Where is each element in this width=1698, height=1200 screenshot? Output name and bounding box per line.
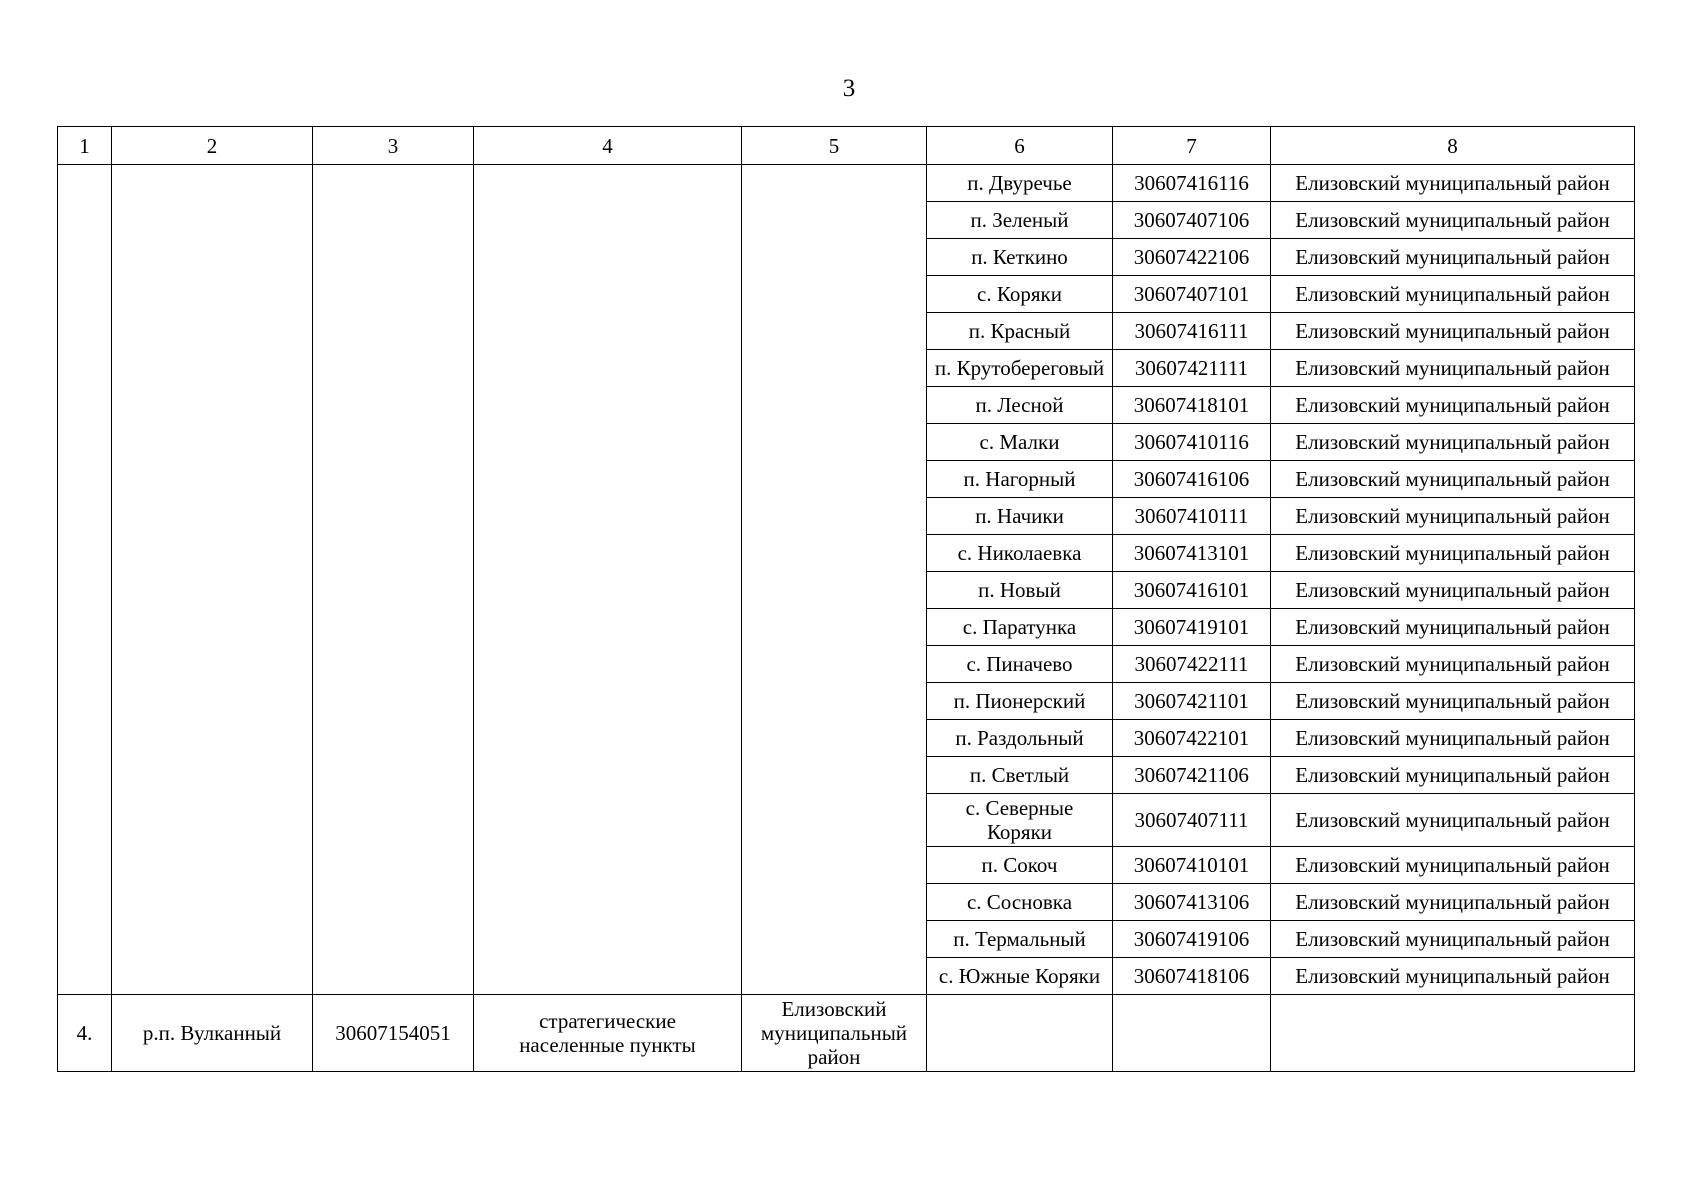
settlement-code: 30607407111 (1113, 794, 1271, 847)
settlement-name: п. Кеткино (927, 239, 1113, 276)
settlement-name: п. Новый (927, 572, 1113, 609)
header-cell-5: 5 (742, 127, 927, 165)
district-line: муниципальный (760, 1021, 908, 1045)
settlement-district: Елизовский муниципальный район (1271, 424, 1635, 461)
settlement-code: 30607419106 (1113, 921, 1271, 958)
settlement-name: п. Зеленый (927, 202, 1113, 239)
settlement-name: п. Раздольный (927, 720, 1113, 757)
settlement-code: 30607154051 (313, 995, 474, 1072)
table-header-row (58, 127, 1635, 165)
settlement-name: с. Коряки (927, 276, 1113, 313)
settlement-district: Елизовский муниципальный район (1271, 461, 1635, 498)
settlement-name-line: Коряки (986, 820, 1053, 844)
category-line: населенные пункты (519, 1033, 696, 1057)
settlement-district: Елизовский муниципальный район (1271, 498, 1635, 535)
row-number: 4. (58, 995, 112, 1072)
header-cell-3: 3 (313, 127, 474, 165)
settlement-name: п. Крутобереговый (927, 350, 1113, 387)
settlement-district: Елизовский муниципальный район (1271, 350, 1635, 387)
settlement-district: Елизовский муниципальный район (1271, 572, 1635, 609)
settlement-district: Елизовский муниципальный район (1271, 609, 1635, 646)
page-number: 3 (842, 75, 856, 102)
settlement-name: п. Светлый (927, 757, 1113, 794)
settlement-name: п. Двуречье (927, 165, 1113, 202)
settlement-code: 30607419101 (1113, 609, 1271, 646)
settlement-code: 30607418106 (1113, 958, 1271, 995)
settlement-district: Елизовский муниципальный район (1271, 958, 1635, 995)
settlement-district: Елизовский муниципальный район (1271, 239, 1635, 276)
settlement-code: 30607413101 (1113, 535, 1271, 572)
settlement-code: 30607413106 (1113, 884, 1271, 921)
table-row (58, 165, 1635, 202)
settlement-name: с. Малки (927, 424, 1113, 461)
settlement-code: 30607407106 (1113, 202, 1271, 239)
table-row-4 (58, 995, 1635, 1072)
settlement-code: 30607410111 (1113, 498, 1271, 535)
settlement-code: 30607416111 (1113, 313, 1271, 350)
header-cell-6: 6 (927, 127, 1113, 165)
settlement-district: Елизовский муниципальный район (1271, 757, 1635, 794)
settlement-district (742, 995, 927, 1072)
category-line: стратегические (539, 1009, 676, 1033)
header-cell-2: 2 (112, 127, 313, 165)
header-cell-8: 8 (1271, 127, 1635, 165)
empty-cell (1271, 995, 1635, 1072)
settlement-district: Елизовский муниципальный район (1271, 683, 1635, 720)
settlement-name: с. Паратунка (927, 609, 1113, 646)
settlement-district: Елизовский муниципальный район (1271, 387, 1635, 424)
merged-cell-code (313, 165, 474, 995)
settlement-code: 30607422101 (1113, 720, 1271, 757)
settlement-district: Елизовский муниципальный район (1271, 313, 1635, 350)
settlement-district: Елизовский муниципальный район (1271, 535, 1635, 572)
settlement-name: с. Южные Коряки (927, 958, 1113, 995)
header-cell-7: 7 (1113, 127, 1271, 165)
settlement-category (474, 995, 742, 1072)
settlement-code: 30607410101 (1113, 847, 1271, 884)
settlement-district: Елизовский муниципальный район (1271, 202, 1635, 239)
header-cell-4: 4 (474, 127, 742, 165)
settlement-code: 30607416116 (1113, 165, 1271, 202)
settlement-code: 30607421106 (1113, 757, 1271, 794)
settlement-name: п. Пионерский (927, 683, 1113, 720)
district-line: район (807, 1045, 861, 1069)
settlement-district: Елизовский муниципальный район (1271, 847, 1635, 884)
settlement-name: р.п. Вулканный (112, 995, 313, 1072)
merged-cell-name (112, 165, 313, 995)
settlement-name: с. Сосновка (927, 884, 1113, 921)
settlement-name: п. Термальный (927, 921, 1113, 958)
settlement-district: Елизовский муниципальный район (1271, 276, 1635, 313)
settlement-name-line: с. Северные (965, 796, 1074, 820)
merged-cell-number (58, 165, 112, 995)
settlements-table (57, 126, 1635, 1072)
settlement-code: 30607422106 (1113, 239, 1271, 276)
settlement-name (927, 794, 1113, 847)
settlement-name: с. Пиначево (927, 646, 1113, 683)
settlement-district: Елизовский муниципальный район (1271, 646, 1635, 683)
empty-cell (1113, 995, 1271, 1072)
settlement-code: 30607416101 (1113, 572, 1271, 609)
settlement-name: п. Красный (927, 313, 1113, 350)
settlement-name: п. Начики (927, 498, 1113, 535)
merged-cell-district (742, 165, 927, 995)
merged-cell-category (474, 165, 742, 995)
settlement-district: Елизовский муниципальный район (1271, 720, 1635, 757)
settlement-code: 30607421101 (1113, 683, 1271, 720)
settlement-code: 30607410116 (1113, 424, 1271, 461)
settlement-code: 30607421111 (1113, 350, 1271, 387)
settlement-code: 30607422111 (1113, 646, 1271, 683)
settlement-code: 30607416106 (1113, 461, 1271, 498)
settlement-name: п. Нагорный (927, 461, 1113, 498)
settlement-district: Елизовский муниципальный район (1271, 794, 1635, 847)
settlement-district: Елизовский муниципальный район (1271, 884, 1635, 921)
settlement-name: п. Лесной (927, 387, 1113, 424)
settlement-name: п. Сокоч (927, 847, 1113, 884)
empty-cell (927, 995, 1113, 1072)
settlement-district: Елизовский муниципальный район (1271, 921, 1635, 958)
district-line: Елизовский (781, 997, 887, 1021)
settlement-code: 30607418101 (1113, 387, 1271, 424)
settlement-name: с. Николаевка (927, 535, 1113, 572)
settlement-district: Елизовский муниципальный район (1271, 165, 1635, 202)
settlement-code: 30607407101 (1113, 276, 1271, 313)
header-cell-1: 1 (58, 127, 112, 165)
